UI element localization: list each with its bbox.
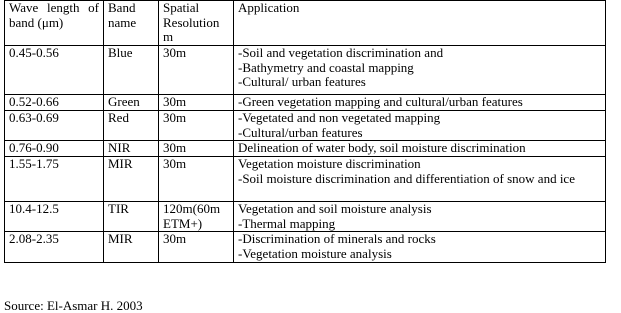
cell-application — [234, 157, 606, 202]
cell-band-name: Green — [104, 95, 159, 111]
cell-band-name: MIR — [104, 232, 159, 263]
application-line: -Vegetation moisture analysis — [238, 245, 392, 261]
table-row — [5, 232, 606, 263]
cell-band-name: Blue — [104, 46, 159, 95]
table-header-row — [5, 1, 606, 46]
cell-band-name: Red — [104, 111, 159, 141]
cell-wavelength: 10.4-12.5 — [5, 202, 104, 232]
application-line: Vegetation and soil moisture analysis — [238, 201, 432, 216]
cell-wavelength: 0.45-0.56 — [5, 46, 104, 95]
table-row — [5, 141, 606, 157]
cell-application — [234, 202, 606, 232]
header-band-name: Band name — [104, 1, 159, 46]
application-line: -Soil and vegetation discrimination and — [238, 45, 444, 60]
cell-application — [234, 46, 606, 95]
cell-application — [234, 141, 606, 157]
cell-spatial-resolution: 30m — [159, 95, 234, 111]
application-line: Delineation of water body, soil moisture discrimination — [238, 140, 526, 155]
cell-wavelength: 1.55-1.75 — [5, 157, 104, 202]
cell-spatial-resolution: 30m — [159, 141, 234, 157]
application-line: -Soil moisture discrimination and differentiation of snow and ice — [238, 170, 575, 186]
application-line: -Thermal mapping — [238, 215, 336, 231]
cell-band-name: MIR — [104, 157, 159, 202]
application-line: Vegetation moisture discrimination — [238, 156, 421, 171]
application-line: -Discrimination of minerals and rocks — [238, 231, 436, 246]
application-line: -Green vegetation mapping and cultural/urban features — [238, 94, 523, 109]
cell-spatial-resolution: 30m — [159, 157, 234, 202]
application-line: -Cultural/ urban features — [238, 74, 366, 89]
cell-spatial-resolution: 120m(60m ETM+) — [159, 202, 234, 232]
cell-spatial-resolution: 30m — [159, 111, 234, 141]
cell-application — [234, 111, 606, 141]
cell-spatial-resolution: 30m — [159, 46, 234, 95]
cell-band-name: TIR — [104, 202, 159, 232]
header-wavelength: Wave length of band (μm) — [5, 1, 104, 46]
cell-wavelength: 0.63-0.69 — [5, 111, 104, 141]
table-row — [5, 202, 606, 232]
application-line: -Bathymetry and coastal mapping — [238, 59, 414, 75]
cell-wavelength: 0.52-0.66 — [5, 95, 104, 111]
table-row — [5, 46, 606, 95]
source-note: Source: El-Asmar H. 2003 — [4, 298, 143, 313]
application-line: -Vegetated and non vegetated mapping — [238, 110, 441, 125]
landsat-bands-table — [4, 0, 606, 263]
application-line: -Cultural/urban features — [238, 124, 363, 140]
cell-wavelength: 0.76-0.90 — [5, 141, 104, 157]
cell-wavelength: 2.08-2.35 — [5, 232, 104, 263]
header-application: Application — [234, 1, 606, 46]
table-row — [5, 95, 606, 111]
cell-application — [234, 232, 606, 263]
cell-spatial-resolution: 30m — [159, 232, 234, 263]
cell-band-name: NIR — [104, 141, 159, 157]
header-spatial-resolution: Spatial Resolution m — [159, 1, 234, 46]
table-row — [5, 157, 606, 202]
cell-application — [234, 95, 606, 111]
table-row — [5, 111, 606, 141]
